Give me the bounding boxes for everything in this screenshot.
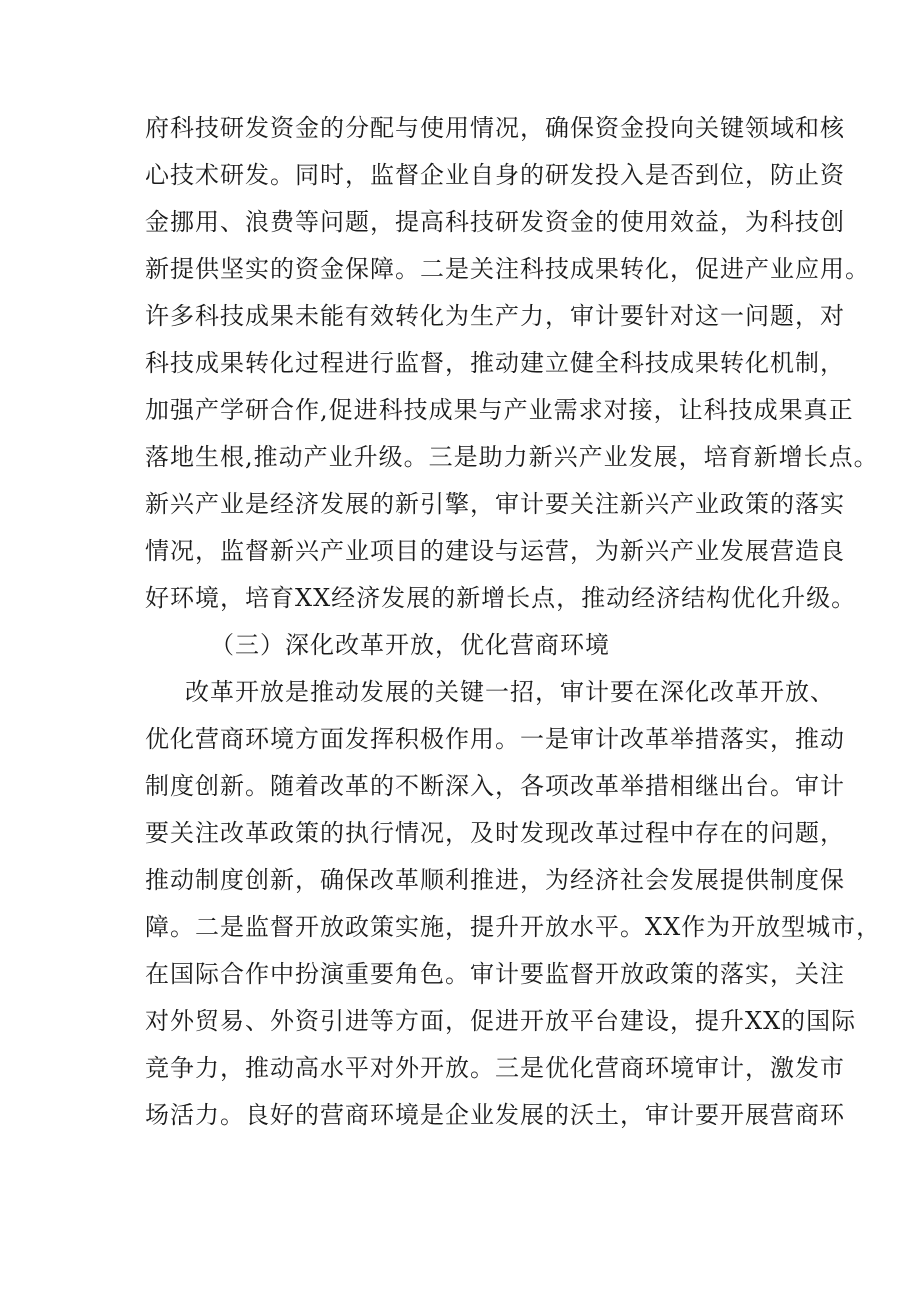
paragraph-line: 许多科技成果未能有效转化为生产力，审计要针对这一问题，对 [145, 302, 845, 330]
paragraph-line: 心技术研发。同时，监督企业自身的研发投入是否到位，防止资 [145, 161, 845, 189]
paragraph-line: 障。二是监督开放政策实施，提升开放水平。XX作为开放型城市， [145, 913, 882, 941]
paragraph-line: 优化营商环境方面发挥积极作用。一是审计改革举措落实，推动 [145, 725, 845, 753]
paragraph-line: 加强产学研合作,促进科技成果与产业需求对接，让科技成果真正 [145, 396, 854, 424]
paragraph-line: 在国际合作中扮演重要角色。审计要监督开放政策的落实，关注 [145, 960, 845, 988]
paragraph-line: 新兴产业是经济发展的新引擎，审计要关注新兴产业政策的落实 [145, 490, 845, 518]
paragraph-line: 好环境，培育XX经济发展的新增长点，推动经济结构优化升级。 [145, 584, 857, 612]
paragraph-line: 竞争力，推动高水平对外开放。三是优化营商环境审计，激发市 [145, 1054, 845, 1082]
paragraph-line: 场活力。良好的营商环境是企业发展的沃土，审计要开展营商环 [145, 1101, 845, 1129]
paragraph-line: 金挪用、浪费等问题，提高科技研发资金的使用效益，为科技创 [145, 208, 845, 236]
paragraph-line: 府科技研发资金的分配与使用情况，确保资金投向关键领域和核 [145, 114, 845, 142]
paragraph-line: 对外贸易、外资引进等方面，促进开放平台建设，提升XX的国际 [145, 1007, 857, 1035]
paragraph-line: 制度创新。随着改革的不断深入，各项改革举措相继出台。审计 [145, 772, 845, 800]
paragraph-line: 科技成果转化过程进行监督，推动建立健全科技成果转化机制， [145, 349, 845, 377]
paragraph-line: 改革开放是推动发展的关键一招，审计要在深化改革开放、 [185, 678, 835, 706]
paragraph-line: 情况，监督新兴产业项目的建设与运营，为新兴产业发展营造良 [145, 537, 845, 565]
paragraph-line: 要关注改革政策的执行情况，及时发现改革过程中存在的问题， [145, 819, 845, 847]
section-heading: （三）深化改革开放，优化营商环境 [210, 631, 610, 659]
paragraph-line: 新提供坚实的资金保障。二是关注科技成果转化，促进产业应用。 [145, 255, 870, 283]
paragraph-line: 落地生根,推动产业升级。三是助力新兴产业发展，培育新增长点。 [145, 443, 879, 471]
paragraph-line: 推动制度创新，确保改革顺利推进，为经济社会发展提供制度保 [145, 866, 845, 894]
